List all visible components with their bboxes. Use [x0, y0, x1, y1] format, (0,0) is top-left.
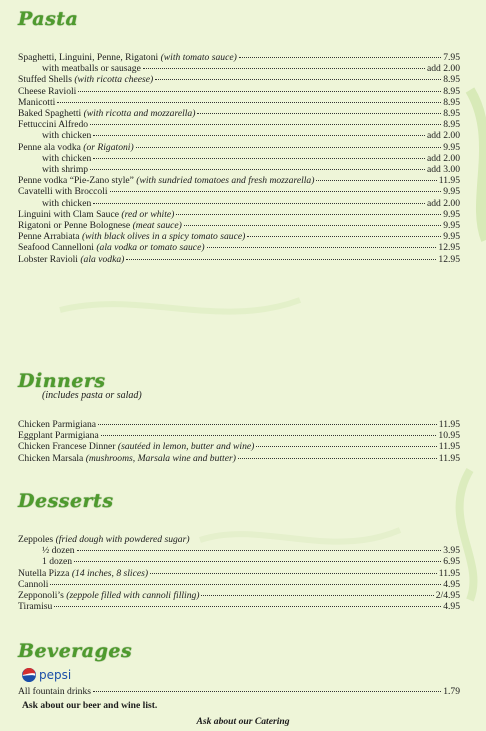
menu-item-row	[18, 175, 460, 186]
beverages-heading: Beverages	[18, 640, 133, 662]
menu-item-name	[18, 545, 75, 556]
item-note: (or Rigatoni)	[83, 141, 134, 153]
menu-item-row	[18, 568, 460, 579]
menu-item-row	[18, 86, 460, 97]
menu-item-row	[18, 119, 460, 130]
item-title: Tiramisu	[18, 601, 53, 613]
item-title: Lobster Ravioli	[18, 253, 78, 265]
menu-item-name	[18, 556, 72, 567]
dot-leader	[90, 168, 425, 170]
dot-leader	[207, 246, 437, 248]
zeppoles-note: (fried dough with powdered sugar)	[55, 534, 190, 545]
item-title: with meatballs or sausage	[42, 63, 141, 75]
menu-item-price: 4.95	[443, 578, 460, 590]
dot-leader	[247, 235, 441, 237]
item-title: Chicken Francese Dinner	[18, 441, 116, 453]
menu-item-row	[18, 142, 460, 153]
item-title: with shrimp	[42, 164, 89, 176]
menu-item-price: add 2.00	[426, 197, 460, 209]
menu-item-name	[18, 164, 88, 175]
dot-leader	[93, 690, 441, 692]
menu-item-name	[18, 419, 96, 430]
pepsi-globe-icon	[22, 668, 36, 682]
item-note: (meat sauce)	[132, 220, 182, 232]
menu-item-name	[18, 242, 205, 253]
dot-leader	[197, 112, 441, 114]
dot-leader	[201, 594, 433, 596]
pasta-heading: Pasta	[18, 8, 79, 30]
menu-item-price: 8.95	[443, 96, 460, 108]
menu-item-row	[18, 430, 460, 441]
menu-item-row	[18, 556, 460, 567]
dot-leader	[176, 213, 441, 215]
menu-item-row	[18, 186, 460, 197]
menu-item-name	[18, 74, 153, 85]
menu-item-name	[18, 568, 148, 579]
dot-leader	[316, 179, 436, 181]
item-title: Manicotti	[18, 96, 56, 108]
item-note: (with tomato sauce)	[160, 52, 237, 63]
item-title: Stuffed Shells	[18, 74, 72, 86]
item-note: (red or white)	[121, 208, 175, 220]
beverages-list	[18, 686, 460, 697]
menu-item-price: 12.95	[438, 242, 460, 254]
item-title: with chicken	[42, 197, 92, 209]
menu-item-row	[18, 419, 460, 430]
menu-item-name	[18, 209, 174, 220]
item-title: Eggplant Parmigiana	[18, 430, 99, 442]
menu-item-price: 8.95	[443, 85, 460, 97]
dot-leader	[57, 101, 441, 103]
item-title: Nutella Pizza	[18, 567, 70, 579]
menu-item-name	[18, 254, 124, 265]
menu-item-price: 11.95	[438, 419, 460, 430]
menu-item-name	[18, 579, 48, 590]
menu-item-price: 9.95	[443, 141, 460, 153]
menu-item-price: 8.95	[443, 74, 460, 86]
beverages-section	[18, 640, 460, 662]
menu-item-price: 1.79	[443, 686, 460, 697]
menu-item-name	[18, 686, 91, 697]
menu-item-name	[18, 63, 141, 74]
item-note: (with ricotta and mozzarella)	[83, 108, 196, 120]
menu-item-price: add 3.00	[426, 164, 460, 176]
item-title: Fettuccini Alfredo	[18, 119, 89, 131]
menu-item-price: 3.95	[443, 545, 460, 557]
menu-item-name	[18, 186, 108, 197]
item-title: Cheese Ravioli	[18, 85, 77, 97]
item-title: Chicken Marsala	[18, 452, 84, 464]
menu-item-price: 9.95	[443, 231, 460, 243]
menu-item-row	[18, 590, 460, 601]
item-note: (with sundried tomatoes and fresh mozzarella)	[136, 175, 315, 187]
menu-item-name	[18, 153, 91, 164]
menu-item-row	[18, 601, 460, 612]
dot-leader	[256, 445, 436, 447]
menu-item-price: add 2.00	[426, 63, 460, 75]
menu-item-row	[18, 441, 460, 452]
dot-leader	[78, 90, 441, 92]
menu-item-row	[18, 97, 460, 108]
item-title: Zepponoli’s	[18, 590, 64, 602]
menu-item-price: 11.95	[438, 175, 460, 187]
menu-item-name	[18, 601, 52, 612]
dot-leader	[77, 549, 442, 551]
dot-leader	[155, 78, 441, 80]
dot-leader	[110, 190, 442, 192]
dinners-heading: Dinners	[18, 370, 106, 392]
item-note: (ala vodka or tomato sauce)	[96, 242, 205, 254]
menu-item-name	[18, 175, 314, 186]
item-note: (ala vodka)	[80, 253, 125, 265]
catering-note: Ask about our Catering	[196, 716, 290, 727]
menu-item-row	[18, 254, 460, 265]
item-title: Cannoli	[18, 578, 49, 590]
menu-item-row	[18, 63, 460, 74]
dot-leader	[93, 134, 425, 136]
item-title: Penne Arrabiata	[18, 231, 80, 243]
dot-leader	[98, 423, 437, 425]
desserts-list	[18, 545, 460, 612]
dot-leader	[150, 572, 437, 574]
menu-item-price: 6.95	[443, 556, 460, 568]
menu-item-price: 8.95	[443, 108, 460, 120]
menu-item-price: 11.95	[438, 567, 460, 579]
item-title: Baked Spaghetti	[18, 108, 82, 120]
menu-item-row	[18, 686, 460, 697]
item-title: with chicken	[42, 152, 92, 164]
item-note: (sautéed in lemon, butter and wine)	[117, 441, 255, 453]
beer-wine-note: Ask about our beer and wine list.	[22, 700, 158, 711]
menu-item-price: 7.95	[443, 52, 460, 63]
dot-leader	[126, 258, 436, 260]
menu-item-row	[18, 579, 460, 590]
pepsi-logo	[22, 668, 71, 682]
menu-item-name	[18, 198, 91, 209]
dot-leader	[239, 56, 441, 58]
item-title: ½ dozen	[42, 545, 75, 557]
item-title: Penne vodka “Pie-Zano style”	[18, 175, 134, 187]
menu-item-price: 9.95	[443, 208, 460, 220]
item-note: (mushrooms, Marsala wine and butter)	[85, 452, 236, 464]
menu-item-price: add 2.00	[426, 130, 460, 142]
item-title: Rigatoni or Penne Bolognese	[18, 220, 131, 232]
menu-item-name	[18, 441, 254, 452]
menu-item-name	[18, 453, 236, 464]
dot-leader	[93, 202, 425, 204]
item-title: Chicken Parmigiana	[18, 419, 97, 430]
menu-item-name	[18, 86, 76, 97]
menu-item-row	[18, 74, 460, 85]
menu-item-price: 9.95	[443, 186, 460, 198]
menu-item-name	[18, 97, 55, 108]
beverages-list-wrap	[18, 686, 460, 697]
menu-item-name	[18, 590, 199, 601]
menu-item-price: 4.95	[443, 601, 460, 613]
menu-item-name	[18, 108, 195, 119]
menu-item-row	[18, 130, 460, 141]
item-note: (14 inches, 8 slices)	[71, 567, 149, 579]
menu-item-price: 11.95	[438, 452, 460, 464]
zeppoles-intro	[18, 534, 460, 545]
menu-item-price: 10.95	[438, 430, 460, 442]
item-title: Penne ala vodka	[18, 141, 81, 153]
dot-leader	[50, 583, 441, 585]
item-note: (with ricotta cheese)	[74, 74, 154, 86]
menu-item-row	[18, 231, 460, 242]
menu-item-row	[18, 220, 460, 231]
menu-item-price: 8.95	[443, 119, 460, 131]
pepsi-wordmark: pepsi	[39, 668, 72, 682]
dot-leader	[54, 605, 441, 607]
menu-item-row	[18, 209, 460, 220]
dot-leader	[74, 560, 441, 562]
menu-item-name	[18, 142, 134, 153]
item-title: Spaghetti, Linguini, Penne, Rigatoni	[18, 52, 159, 63]
dinners-list	[18, 419, 460, 464]
zeppoles-name: Zeppoles	[18, 534, 54, 545]
dot-leader	[184, 224, 441, 226]
menu-item-name	[18, 119, 88, 130]
desserts-section	[18, 490, 460, 612]
menu-item-price: 12.95	[438, 253, 460, 265]
menu-item-name	[18, 52, 237, 63]
menu-item-price: 9.95	[443, 220, 460, 232]
menu-item-row	[18, 164, 460, 175]
menu-item-name	[18, 220, 182, 231]
menu-item-row	[18, 198, 460, 209]
menu-item-row	[18, 108, 460, 119]
dot-leader	[238, 457, 437, 459]
desserts-heading: Desserts	[18, 490, 114, 512]
menu-item-name	[18, 231, 245, 242]
dot-leader	[93, 157, 425, 159]
item-title: Cavatelli with Broccoli	[18, 186, 108, 198]
dinners-section	[18, 370, 460, 464]
pasta-list	[18, 52, 460, 265]
dot-leader	[90, 123, 441, 125]
menu-item-price: add 2.00	[426, 152, 460, 164]
menu-item-row	[18, 153, 460, 164]
menu-item-price: 11.95	[438, 441, 460, 453]
dot-leader	[136, 146, 442, 148]
dinners-subnote: (includes pasta or salad)	[42, 390, 142, 401]
item-title: with chicken	[42, 130, 92, 142]
menu-item-name	[18, 430, 99, 441]
menu-item-price: 2/4.95	[435, 590, 460, 602]
dot-leader	[101, 434, 437, 436]
menu-item-row	[18, 545, 460, 556]
item-title: All fountain drinks	[18, 686, 92, 697]
menu-item-name	[18, 130, 91, 141]
dot-leader	[143, 67, 425, 69]
menu-item-row	[18, 242, 460, 253]
pasta-section	[18, 8, 460, 265]
menu-item-row	[18, 453, 460, 464]
item-title: Linguini with Clam Sauce	[18, 208, 119, 220]
item-note: (zeppole filled with cannoli filling)	[66, 590, 200, 602]
item-title: Seafood Cannelloni	[18, 242, 94, 254]
menu-item-row	[18, 52, 460, 63]
item-title: 1 dozen	[42, 556, 73, 568]
item-note: (with black olives in a spicy tomato sauce)	[81, 231, 246, 243]
